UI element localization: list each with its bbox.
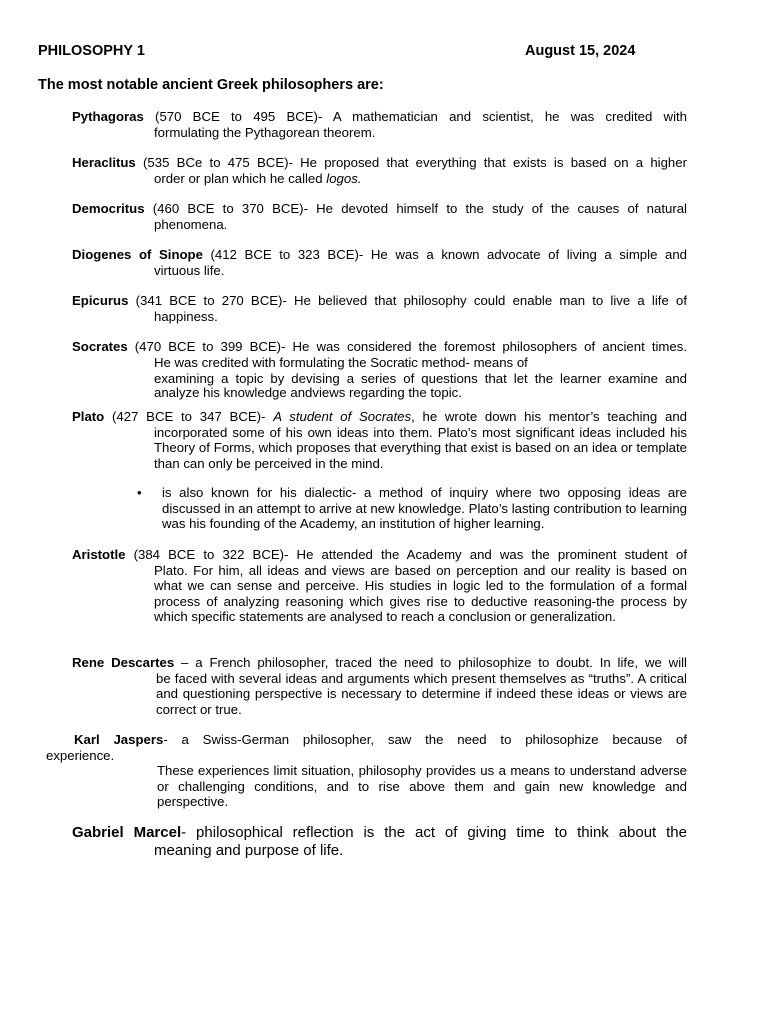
philosopher-name: Karl Jaspers	[74, 732, 164, 747]
entry-italic-phrase: A student of Socrates	[273, 409, 412, 424]
philosopher-name: Democritus	[72, 201, 145, 216]
entry-text: , he wrote down his mentor’s teaching and	[411, 409, 687, 424]
entry-text: (384 BCE to 322 BCE)- He attended the Academy and was the prominent student of	[125, 547, 687, 562]
course-title: PHILOSOPHY 1	[38, 43, 145, 59]
entry-text-continued: incorporated some of his own ideas into them. Plato’s most significant ideas included his Theory of Forms, which proposes that everything that exist is based on an idea or template than can only be perceived in the mind.	[154, 424, 687, 471]
entry-pythagoras	[72, 109, 687, 140]
entry-italic-term: logos.	[326, 170, 362, 186]
entry-jaspers	[46, 732, 687, 763]
entry-text: (427 BCE to 347 BCE)-	[104, 409, 274, 424]
entry-text-continued: He was credited with formulating the Socratic method- means of	[154, 354, 528, 370]
philosopher-name: Rene Descartes	[72, 655, 175, 670]
bullet-icon: •	[137, 485, 142, 500]
philosopher-name: Socrates	[72, 339, 128, 354]
philosopher-name: Heraclitus	[72, 155, 136, 170]
entry-marcel	[72, 824, 687, 860]
entry-text: (341 BCE to 270 BCE)- He believed that philosophy could enable man to live a life of	[128, 293, 687, 308]
entry-aristotle	[72, 547, 687, 625]
entry-text: (460 BCE to 370 BCE)- He devoted himself to the study of the causes of natural	[144, 201, 687, 216]
entry-text-continued: phenomena.	[154, 216, 228, 232]
entry-text-continued: meaning and purpose of life.	[154, 842, 344, 859]
entry-text: experience.	[46, 747, 115, 763]
document-date: August 15, 2024	[525, 43, 636, 59]
entry-heraclitus	[72, 155, 687, 186]
entry-text-continued: happiness.	[154, 308, 218, 324]
philosopher-name: Epicurus	[72, 293, 129, 308]
entry-text: (412 BCE to 323 BCE)- He was a known advocate of living a simple and	[202, 247, 687, 262]
entry-text: - a Swiss-German philosopher, saw the need to philosophize because of	[163, 732, 687, 747]
entry-text-continued: be faced with several ideas and arguments which present themselves as “truths”. A critical and questioning perspective is necessary to determine if indeed these ideas or views are correct or true.	[156, 670, 687, 717]
entry-diogenes	[72, 247, 687, 278]
entry-text-continued: examining a topic by devising a series of questions that let the learner examine and	[154, 371, 687, 387]
entry-socrates	[72, 339, 687, 398]
entry-text: (570 BCE to 495 BCE)- A mathematician and scientist, he was credited with	[143, 109, 687, 124]
entry-jaspers-continued: These experiences limit situation, philosophy provides us a means to understand adverse or challenging conditions, and to rise above them and gain new knowledge and perspective.	[157, 763, 687, 810]
entry-democritus	[72, 201, 687, 232]
entry-text: (535 BCe to 475 BCE)- He proposed that everything that exists is based on a higher	[135, 155, 687, 170]
philosopher-name: Aristotle	[72, 547, 126, 562]
entry-text: - philosophical reflection is the act of giving time to think about the	[181, 824, 687, 841]
entry-text-continued: order or plan which he called	[154, 170, 327, 186]
philosopher-name: Pythagoras	[72, 109, 144, 124]
entry-text: (470 BCE to 399 BCE)- He was considered the foremost philosophers of ancient times.	[127, 339, 687, 354]
entry-text: – a French philosopher, traced the need to philosophize to doubt. In life, we will	[174, 655, 687, 670]
philosopher-name: Diogenes of Sinope	[72, 247, 203, 262]
entry-descartes	[72, 655, 687, 717]
entry-epicurus	[72, 293, 687, 324]
intro-heading: The most notable ancient Greek philosophers are:	[38, 77, 384, 93]
philosopher-name: Gabriel Marcel	[72, 824, 182, 841]
entry-text-continued: formulating the Pythagorean theorem.	[154, 124, 376, 140]
entry-plato	[72, 409, 687, 471]
entry-text-continued: analyze his knowledge andviews regarding the topic.	[154, 384, 462, 400]
bullet-text: is also known for his dialectic- a method of inquiry where two opposing ideas are discussed in an attempt to arrive at new knowledge. Plato’s lasting contribution to learning was his founding of the Academy, an institution of higher learning.	[162, 485, 687, 532]
plato-bullet-item	[137, 485, 687, 532]
philosopher-name: Plato	[72, 409, 105, 424]
entry-text-continued: Plato. For him, all ideas and views are based on perception and our reality is based on what we can sense and perceive. His studies in logic led to the formulation of a formal process of analyzing reasoning which gives rise to deductive reasoning-the process by which specific statements are analysed to reach a conclusion or generalization.	[154, 562, 687, 625]
entry-text-continued: virtuous life.	[154, 262, 225, 278]
